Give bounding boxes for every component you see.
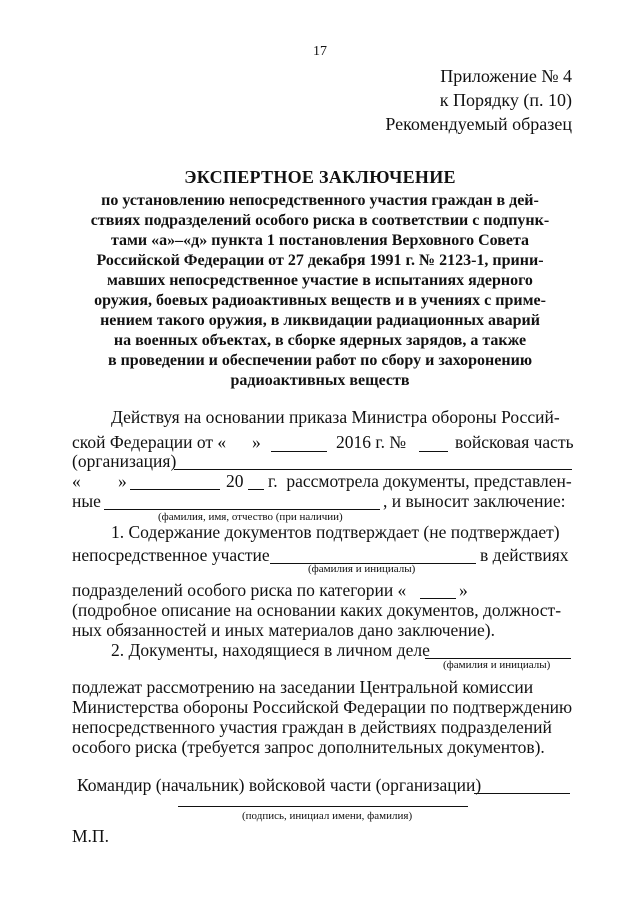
order-date-prefix: ской Федерации от « — [72, 432, 227, 452]
order-month-blank[interactable] — [271, 451, 327, 452]
conclusion-text: , и выносит заключение: — [383, 491, 566, 511]
stamp-place-label: М.П. — [72, 826, 109, 846]
full-name-caption: (фамилия, имя, отчество (при наличии) — [158, 511, 343, 523]
initials-caption: (фамилия и инициалы) — [308, 563, 416, 575]
commander-label: Командир (начальник) войсковой части (организации) — [77, 775, 482, 795]
quote-close: » — [118, 471, 127, 491]
quote-close: » — [252, 432, 261, 452]
organization-blank[interactable] — [174, 469, 572, 470]
review-text: непосредственного участия граждан в действиях подразделений — [72, 717, 552, 737]
subtitle-line: мавших непосредственное участие в испытаниях ядерного — [107, 272, 533, 289]
item1-participation-text: непосредственное участие — [72, 545, 270, 565]
appendix-sample-label: Рекомендуемый образец — [385, 114, 572, 134]
category-blank[interactable] — [420, 598, 456, 599]
subtitle-line: радиоактивных веществ — [230, 372, 410, 389]
order-number-blank[interactable] — [419, 451, 448, 452]
item2-text: 2. Документы, находящиеся в личном деле — [111, 640, 430, 660]
description-text: ных обязанностей и иных материалов дано заключение). — [72, 620, 495, 640]
order-basis-text: Действуя на основании приказа Министра обороны Россий- — [111, 407, 560, 427]
review-text: Министерства обороны Российской Федерации по подтверждению — [72, 697, 573, 717]
review-text: особого риска (требуется запрос дополнительных документов). — [72, 737, 545, 757]
quote-close: » — [459, 580, 468, 600]
page-number: 17 — [313, 44, 327, 59]
order-year-text: 2016 г. № — [336, 432, 407, 452]
review-documents-text: г. рассмотрела документы, представлен- — [268, 471, 572, 491]
submitter-name-blank[interactable] — [104, 509, 380, 510]
subtitle-line: ствиях подразделений особого риска в соответствии с подпунк- — [90, 212, 550, 229]
review-text: подлежат рассмотрению на заседании Центральной комиссии — [72, 677, 534, 697]
review-month-blank[interactable] — [130, 489, 220, 490]
subtitle-line: тами «а»–«д» пункта 1 постановления Верховного Совета — [110, 232, 530, 249]
signature-blank[interactable] — [178, 806, 468, 807]
initials-caption: (фамилия и инициалы) — [443, 659, 551, 671]
subtitle-line: оружия, боевых радиоактивных веществ и в учениях с приме- — [94, 292, 546, 309]
document-title: ЭКСПЕРТНОЕ ЗАКЛЮЧЕНИЕ — [184, 167, 456, 187]
review-year-blank[interactable] — [248, 489, 264, 490]
commander-unit-blank[interactable] — [474, 793, 570, 794]
review-year-prefix: 20 — [226, 471, 244, 491]
subtitle-line: нением такого оружия, в ликвидации радиационных аварий — [100, 312, 540, 329]
category-text: подразделений особого риска по категории « — [72, 580, 407, 600]
subtitle-line: в проведении и обеспечении работ по сбору и захоронению — [107, 352, 533, 369]
description-text: (подробное описание на основании каких документов, должност- — [72, 600, 562, 620]
signature-caption: (подпись, инициал имени, фамилия) — [242, 810, 413, 822]
appendix-reference: к Порядку (п. 10) — [439, 90, 572, 110]
organization-label: (организация) — [72, 451, 177, 471]
item1-text: 1. Содержание документов подтверждает (не подтверждает) — [111, 522, 560, 542]
item1-actions-text: в действиях — [480, 545, 569, 565]
submitted-by-text: ные — [72, 491, 101, 511]
subtitle-line: на военных объектах, в сборке ядерных зарядов, а также — [113, 332, 527, 349]
appendix-number: Приложение № 4 — [440, 66, 572, 86]
quote-open: « — [72, 471, 81, 491]
subtitle-line: по установлению непосредственного участия граждан в дей- — [101, 192, 539, 209]
subtitle-line: Российской Федерации от 27 декабря 1991 г. № 2123-1, прини- — [96, 252, 544, 269]
military-unit-label: войсковая часть — [455, 432, 574, 452]
